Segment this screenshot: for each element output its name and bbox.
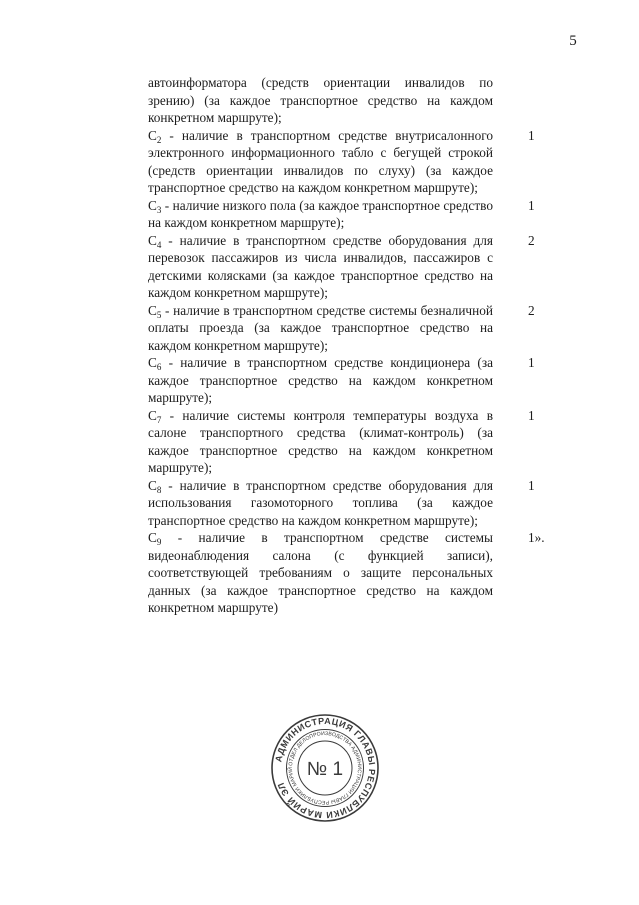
entry-text: $С_5$ - наличие в транспортном средстве системы безналичной оплаты проезда (за каждое транспортное средство на каждом конкретном маршруте); [148,302,493,353]
entry-c9 [148,529,568,617]
entry-c7 [148,407,568,477]
entry-value: 1». [528,530,545,545]
entry-value [528,74,568,92]
document-body [148,74,568,617]
entry-c6 [148,354,568,407]
official-stamp [270,713,380,823]
entry-text: $С_8$ - наличие в транспортном средстве оборудования для использования газомоторного топлива (за каждое транспортное средство на каждом конкретном маршруте); [148,477,493,528]
entry-value: 1 [528,355,535,370]
entry-text: $С_6$ - наличие в транспортном средстве кондиционера (за каждое транспортное средство на каждом конкретном маршруте); [148,355,493,405]
entry-value: 1 [528,407,535,423]
entry-value: 1 [528,197,535,213]
entry-c2 [148,127,568,197]
stamp-outer-text: АДМИНИСТРАЦИЯ ГЛАВЫ РЕСПУБЛИКИ МАРИЙ ЭЛ [273,715,378,821]
entry-text: $С_3$ - наличие низкого пола (за каждое транспортное средство на каждом конкретном маршруте); [148,197,493,230]
page-number: 5 [569,33,577,49]
entry-value: 1 [528,477,535,493]
entry-c8 [148,477,568,530]
entry-text: $С_7$ - наличие системы контроля температуры воздуха в салоне транспортного средства (климат-контроль) (за каждое транспортное средство на каждом конкретном маршруте); [148,407,493,475]
entry-value: 2 [528,302,535,318]
entry-text: автоинформатора (средств ориентации инвалидов по зрению) (за каждое транспортное средство на каждом конкретном маршруте); [148,75,493,125]
stamp-inner-text: ОТДЕЛ ДЕЛОПРОИЗВОДСТВА АДМИНИСТРАЦИИ ГЛАВЫ РЕСПУБЛИКИ МАРИЙ [287,730,363,806]
entry-text: $С_9$ - наличие в транспортном средстве системы видеонаблюдения салона (с функцией записи), соответствующей требованиям о защите персональных данных (за каждое транспортное средство на каждом конкретном маршруте) [148,530,493,615]
entry-c4 [148,232,568,302]
entry-value: 1 [528,127,535,143]
entry-text: $С_2$ - наличие в транспортном средстве внутрисалонного электронного информационного табло с бегущей строкой (средств ориентации инвалидов по слуху) (за каждое транспортное средство на каждом конкретном маршруте); [148,127,493,195]
entry-c5 [148,302,568,355]
entry-text: $С_4$ - наличие в транспортном средстве оборудования для перевозок пассажиров из числа инвалидов, пассажиров с детскими колясками (за каждое транспортное средство на каждом конкретном маршруте); [148,232,493,300]
entry-continuation [148,74,568,127]
stamp-number: № 1 [306,759,344,780]
entry-c3 [148,197,568,232]
entry-value: 2 [528,232,535,248]
